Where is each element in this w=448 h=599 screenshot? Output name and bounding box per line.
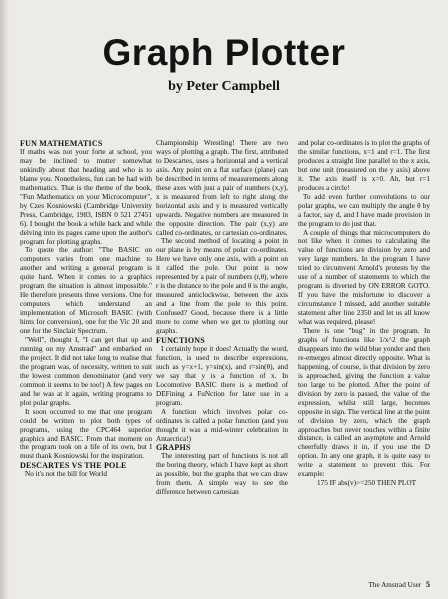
page-number: 5 (426, 580, 430, 589)
section-heading-fun-mathematics: FUN MATHEMATICS (20, 139, 103, 148)
paragraph: "Well", thought I, "I can get that up and running on my Amstrad" and embarked on the project. It did not take long to realise that the program was, of necessity, written to suit the lowest common denominator (and very common it seems to be too!) A few pages on and he was at it again, writing programs to plot polar graphs. (20, 336, 152, 407)
paragraph: I certainly hope it does! Actually the word, function, is used to describe expressions, such as y=x+1, y=sin(x), and r=sin(θ), and we say that y is a function of x. In Locomotive BASIC there is a method of DEFining a FuNction for later use in a program. (156, 344, 288, 407)
article-column-3 (298, 139, 430, 579)
section-heading-functions: FUNCTIONS (156, 335, 205, 345)
paragraph: The second method of locating a point in our plane is by means of polar co-ordinates. Here we have only one axis, with a point on it called the pole. Our point is now represented by a pair of numbers (r,θ), where r is the distance to the pole and θ is the angle, measured anticlockwise, between the axis and a line from the pole to this point. Confused? Good, because there is a little more to come when we get to plotting our graphs. (156, 237, 288, 336)
paragraph: The interesting part of functions is not all the boring theory, which I have kept as short as possible, but the graphs that we can draw from them. A simple way to see the difference between cartesian (156, 452, 288, 497)
paragraph: A couple of things that microcomputers do not like when it comes to calculating the value of functions are division by zero and very large numbers. In the program I have tried to circumvent Arnold's protests by the use of a number of statements to which the program is diverted by ON ERROR GOTO. If you have the misfortune to discover a circumstance I missed, add another suitable statement after line 2350 and let us all know what was required, please! (298, 228, 430, 327)
section-heading-graphs: GRAPHS (156, 443, 191, 453)
paragraph: No it's not the bill for World (25, 470, 107, 479)
paragraph: To add even further convolutions to our polar graphs, we can multiply the angle θ by a factor, say d, and I have made provision in the program to do just that. (298, 192, 430, 228)
paragraph: It soon occurred to me that one program could be written to plot both types of programs, using the CPC464 superior graphics and BASIC. From that moment on the program took on a life of its own, but I must thank Kosniowski for the inspiration. (20, 407, 152, 461)
paragraph: and polar co-ordinates is to plot the graphs of the similar functions, x=1 and r=1. The first produces a straight line parallel to the x axis, but one unit (measured on the y axis) above it. The axis itself is x=0. Ah, but r=1 produces a circle! (298, 139, 430, 192)
code-line: 175 IF abs(v)>=250 THEN PLOT (316, 479, 417, 488)
article-title: Graph Plotter (102, 32, 346, 73)
paragraph: To quote the author: "The BASIC on computers varies from one machine to another and writing a general program is quite hard. When it comes to a graphics program the situation is almost impossible." He therefore presents three versions. One for computers which understand an implementation of Microsoft BASIC (with hints for conversion), one for the Vic 20 and one for the Sinclair Spectrum. (20, 246, 152, 336)
article-column-2 (156, 139, 288, 579)
article-byline: by Peter Campbell (168, 79, 280, 94)
paragraph: A function which involves polar co-ordinates is called a polar function (and you thought it was a mid-winter celebration in Antarctica!) (156, 407, 288, 443)
paragraph: There is one "bug" in the program. In graphs of functions like 1/x^2 the graph disappears into the wild blue yonder and then re-emerges almost directly opposite. What is happening, of course, is that division by zero is approached, giving the function a value too large to be plotted. After the point of division by zero is passed, the value of the expression, whilst still large, becomes opposite in sign. The vertical line at the point of division by zero, which the graph approaches but never touches within a finite distance, is called an asymptote and Arnold cheerfully draws it in, if you use the D option. In any one graph, it is quite easy to write a statement to prevent this. For example: (298, 327, 430, 479)
article-column-1 (20, 139, 152, 579)
section-heading-descartes: DESCARTES VS THE POLE (20, 461, 127, 471)
magazine-name: The Amstrad User (368, 581, 422, 589)
page-footer (369, 580, 431, 590)
paragraph: If maths was not your forte at school, you may be inclined to mutter somewhat unkindly about that heading and who is to blame you. Nonetheless, fun can be had with mathematics. That is the theme of the book, "Fun Mathematics on your Microcomputer", by Czes Kosniowski (Cambridge University Press, Cambridge, 1983, ISBN 0 521 27451 6). I bought the book a while back and while delving into its pages came upon the author's program for plotting graphs. (20, 148, 152, 246)
paragraph: Championship Wrestling! There are two ways of plotting a graph. The first, attributed to Descartes, uses a horizontal and a vertical axis. Any point on a flat surface (plane) can be described in terms of measurements along these axes with just a pair of numbers (x,y), x is measured from left to right along the horizontal axis and y is measured vertically upwards. Negative numbers are measured in the opposite direction. The pair (x,y) are called co-ordinates, or cartesian co-ordinates. (156, 139, 288, 237)
